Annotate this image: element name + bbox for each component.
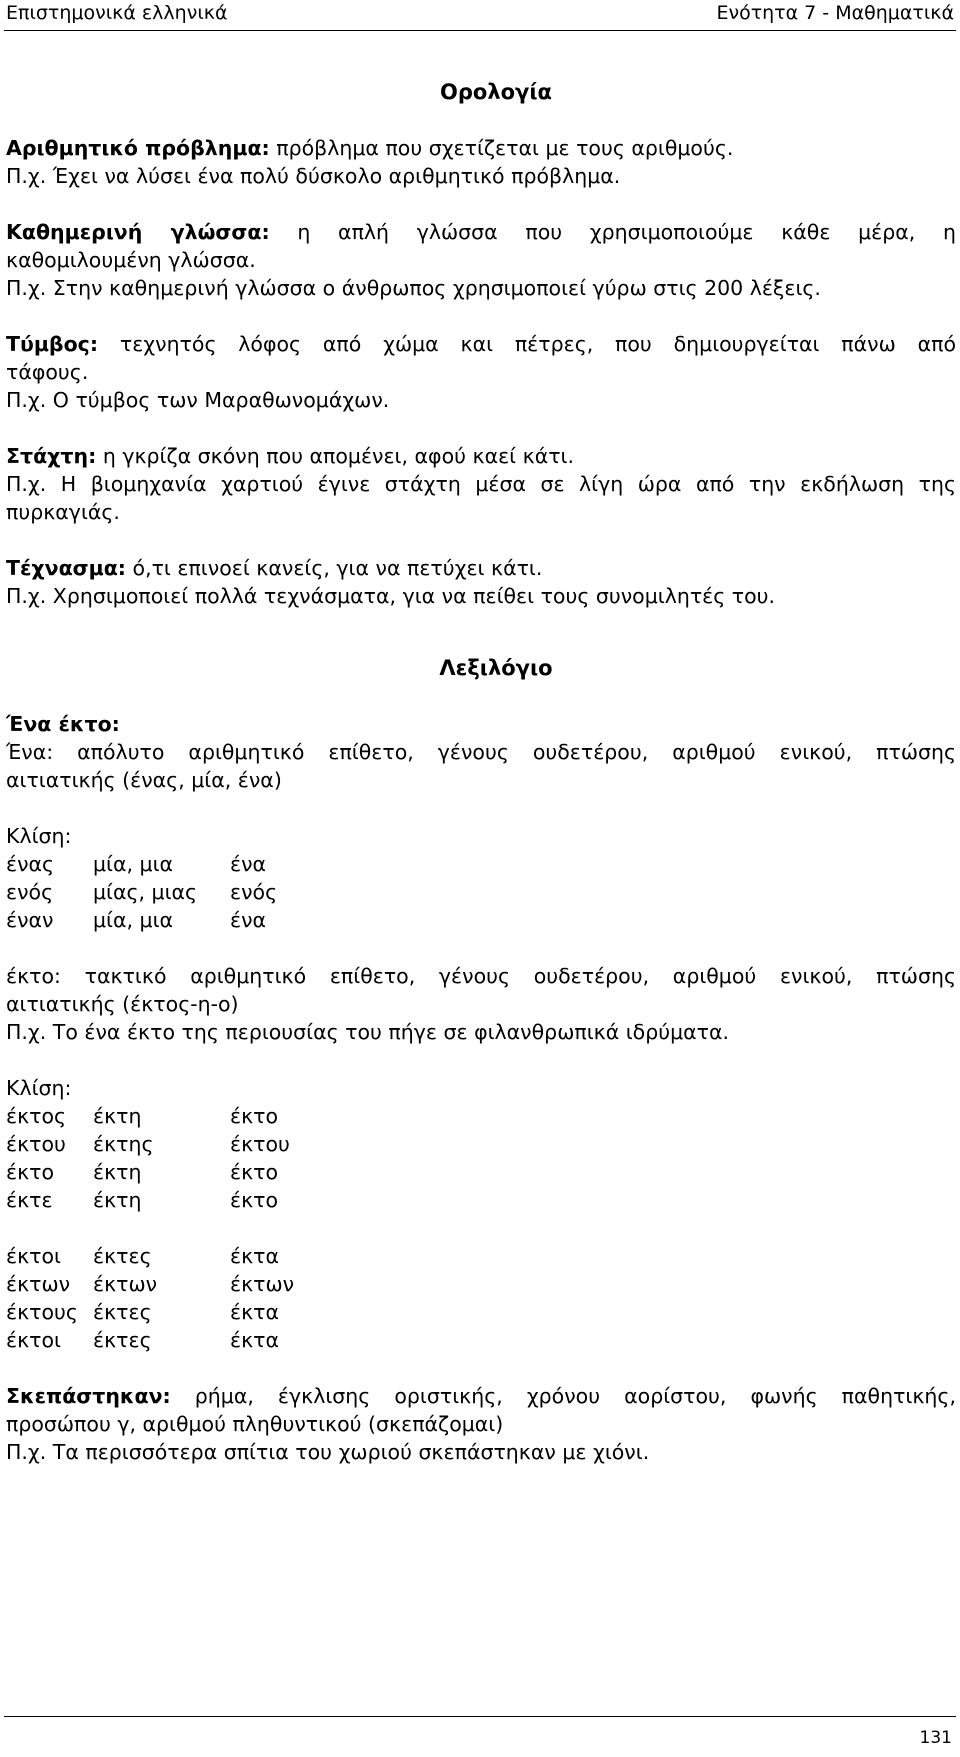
header-right: Ενότητα 7 - Μαθηματικά (716, 2, 954, 24)
term-definition: τεχνητός λόφος από χώμα και πέτρες, που δημιουργείται πάνω από (119, 332, 956, 356)
glossary-title: Λεξιλόγιο (439, 656, 553, 680)
ena-declension-table (6, 850, 277, 934)
table-row: έκτων έκτων έκτων (6, 1272, 295, 1296)
term-entry (6, 554, 956, 582)
table-row: έκτου έκτης έκτου (6, 1132, 290, 1156)
term-label: Καθημερινή γλώσσα: (6, 220, 270, 244)
term-example: Π.χ. Στην καθημερινή γλώσσα ο άνθρωπος χρησιμοποιεί γύρω στις 200 λέξεις. (6, 276, 821, 300)
ekto-definition: έκτο: τακτικό αριθμητικό επίθετο, γένους ουδετέρου, αριθμού ενικού, πτώσης (6, 964, 956, 988)
ena-definition: Ένα: απόλυτο αριθμητικό επίθετο, γένους ουδετέρου, αριθμού ενικού, πτώσης (6, 740, 956, 764)
table-row: έκτους έκτες έκτα (6, 1300, 280, 1324)
term-label: Τύμβος: (6, 332, 99, 356)
table-row: έκτοι έκτες έκτα (6, 1244, 280, 1268)
header-left: Επιστημονικά ελληνικά (6, 2, 228, 24)
ekto-plural-table (6, 1242, 294, 1354)
term-definition-cont: τάφους. (6, 360, 89, 384)
term-entry (6, 330, 956, 358)
term-label: Τέχνασμα: (6, 556, 126, 580)
table-row: έναν μία, μια ένα (6, 908, 267, 932)
term-example: Π.χ. Χρησιμοποιεί πολλά τεχνάσματα, για να πείθει τους συνομιλητές του. (6, 584, 776, 608)
term-definition-cont: καθομιλουμένη γλώσσα. (6, 248, 256, 272)
klisi-label: Κλίση: (6, 824, 72, 848)
term-label: Αριθμητικό πρόβλημα: (6, 136, 270, 160)
table-row: ενός μίας, μιας ενός (6, 880, 278, 904)
ena-definition-cont: αιτιατικής (ένας, μία, ένα) (6, 768, 282, 792)
ekto-singular-table (6, 1102, 290, 1214)
table-row: έκτοι έκτες έκτα (6, 1328, 280, 1352)
ekto-definition-cont: αιτιατικής (έκτος-η-ο) (6, 992, 239, 1016)
page-number: 131 (919, 1728, 952, 1748)
table-row: έκτε έκτη έκτο (6, 1188, 279, 1212)
term-definition: ό,τι επινοεί κανείς, για να πετύχει κάτι. (132, 556, 543, 580)
footer-rule (4, 1716, 956, 1717)
klisi-label: Κλίση: (6, 1076, 72, 1100)
document-body (6, 78, 956, 1466)
table-row: έκτος έκτη έκτο (6, 1104, 279, 1128)
term-definition: η απλή γλώσσα που χρησιμοποιούμε κάθε μέρα, η (297, 220, 956, 244)
term-example-cont: πυρκαγιάς. (6, 500, 120, 524)
term-entry (6, 218, 956, 246)
term-entry (6, 442, 956, 470)
table-row: έκτο έκτη έκτο (6, 1160, 279, 1184)
table-row: ένας μία, μια ένα (6, 852, 267, 876)
header-rule (4, 30, 956, 31)
term-definition: η γκρίζα σκόνη που απομένει, αφού καεί κάτι. (102, 444, 575, 468)
term-entry (6, 1382, 956, 1410)
term-label: Στάχτη: (6, 444, 97, 468)
glossary-heading: Ένα έκτο: (6, 712, 120, 736)
term-example: Π.χ. Τα περισσότερα σπίτια του χωριού σκεπάστηκαν με χιόνι. (6, 1440, 650, 1464)
term-definition: ρήμα, έγκλισης οριστικής, χρόνου αορίστου, φωνής παθητικής, (194, 1384, 956, 1408)
term-definition-cont: προσώπου γ, αριθμού πληθυντικού (σκεπάζομαι) (6, 1412, 504, 1436)
page-header (0, 0, 960, 30)
term-label: Σκεπάστηκαν: (6, 1384, 171, 1408)
ekto-example: Π.χ. Το ένα έκτο της περιουσίας του πήγε σε φιλανθρωπικά ιδρύματα. (6, 1020, 730, 1044)
term-definition: πρόβλημα που σχετίζεται με τους αριθμούς. (276, 136, 734, 160)
term-example: Π.χ. Η βιομηχανία χαρτιού έγινε στάχτη μέσα σε λίγη ώρα από την εκδήλωση της (6, 472, 956, 496)
terminology-title: Ορολογία (440, 80, 552, 104)
term-example: Π.χ. Ο τύμβος των Μαραθωνομάχων. (6, 388, 390, 412)
term-example: Π.χ. Έχει να λύσει ένα πολύ δύσκολο αριθμητικό πρόβλημα. (6, 164, 621, 188)
term-entry (6, 134, 956, 162)
